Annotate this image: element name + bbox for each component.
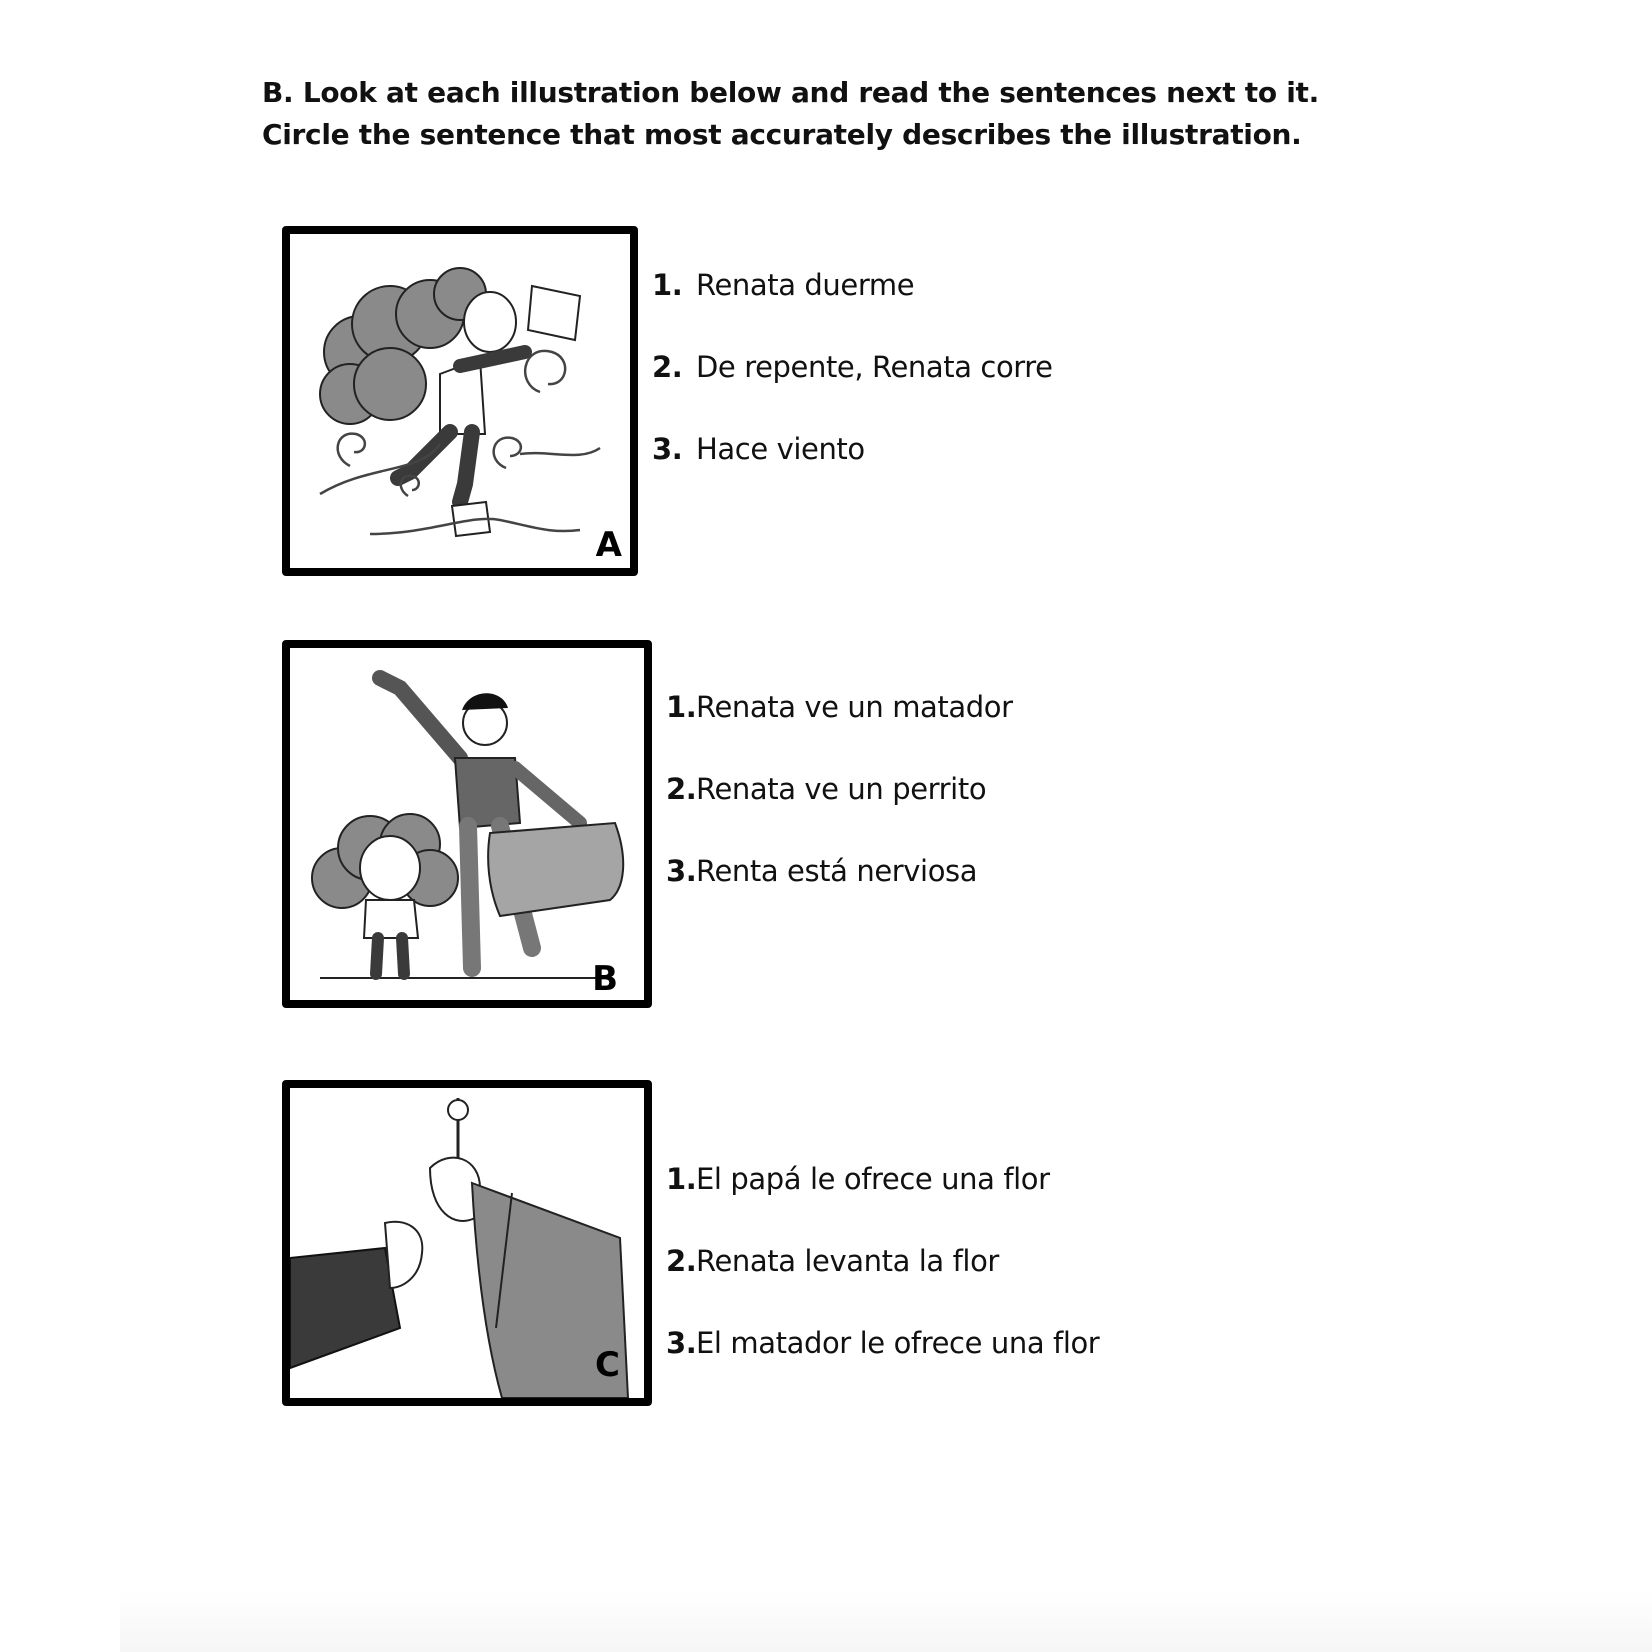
instructions-heading: B. Look at each illustration below and read the sentences next to it. Circle the sentence that most accurately describes the illustration. bbox=[262, 76, 1319, 151]
option-c-2[interactable] bbox=[666, 1244, 1099, 1326]
option-c-3[interactable] bbox=[666, 1326, 1099, 1408]
option-number: 2. bbox=[652, 350, 683, 384]
option-b-3[interactable] bbox=[666, 854, 1013, 936]
option-text: Renta está nerviosa bbox=[696, 854, 978, 888]
option-text: Hace viento bbox=[696, 432, 865, 466]
options-list-c bbox=[666, 1162, 1099, 1408]
option-number: 2. bbox=[666, 772, 697, 806]
illustration-panel-a bbox=[282, 226, 638, 576]
options-list-a bbox=[652, 268, 1053, 514]
option-text: El papá le ofrece una flor bbox=[696, 1162, 1050, 1196]
matador-illustration bbox=[290, 648, 644, 1000]
illustration-panel-b bbox=[282, 640, 652, 1008]
flower-offer-illustration bbox=[290, 1088, 644, 1398]
option-c-1[interactable] bbox=[666, 1162, 1099, 1244]
option-a-3[interactable] bbox=[652, 432, 1053, 514]
option-text: Renata levanta la flor bbox=[696, 1244, 999, 1278]
option-b-2[interactable] bbox=[666, 772, 1013, 854]
option-number: 3. bbox=[666, 1326, 697, 1360]
option-text: El matador le ofrece una flor bbox=[696, 1326, 1100, 1360]
option-b-1[interactable] bbox=[666, 690, 1013, 772]
option-number: 1. bbox=[666, 1162, 697, 1196]
option-number: 3. bbox=[652, 432, 683, 466]
option-a-1[interactable] bbox=[652, 268, 1053, 350]
option-text: Renata ve un perrito bbox=[696, 772, 987, 806]
wind-illustration bbox=[290, 234, 630, 568]
options-list-b bbox=[666, 690, 1013, 936]
option-number: 1. bbox=[652, 268, 683, 302]
panel-letter-c: C bbox=[595, 1345, 620, 1385]
panel-letter-b: B bbox=[592, 959, 618, 999]
option-number: 2. bbox=[666, 1244, 697, 1278]
option-text: De repente, Renata corre bbox=[696, 350, 1053, 384]
option-number: 3. bbox=[666, 854, 697, 888]
option-text: Renata duerme bbox=[696, 268, 915, 302]
option-a-2[interactable] bbox=[652, 350, 1053, 432]
page-bottom-edge bbox=[120, 1590, 1652, 1652]
illustration-panel-c bbox=[282, 1080, 652, 1406]
option-number: 1. bbox=[666, 690, 697, 724]
option-text: Renata ve un matador bbox=[696, 690, 1013, 724]
panel-letter-a: A bbox=[595, 525, 622, 565]
